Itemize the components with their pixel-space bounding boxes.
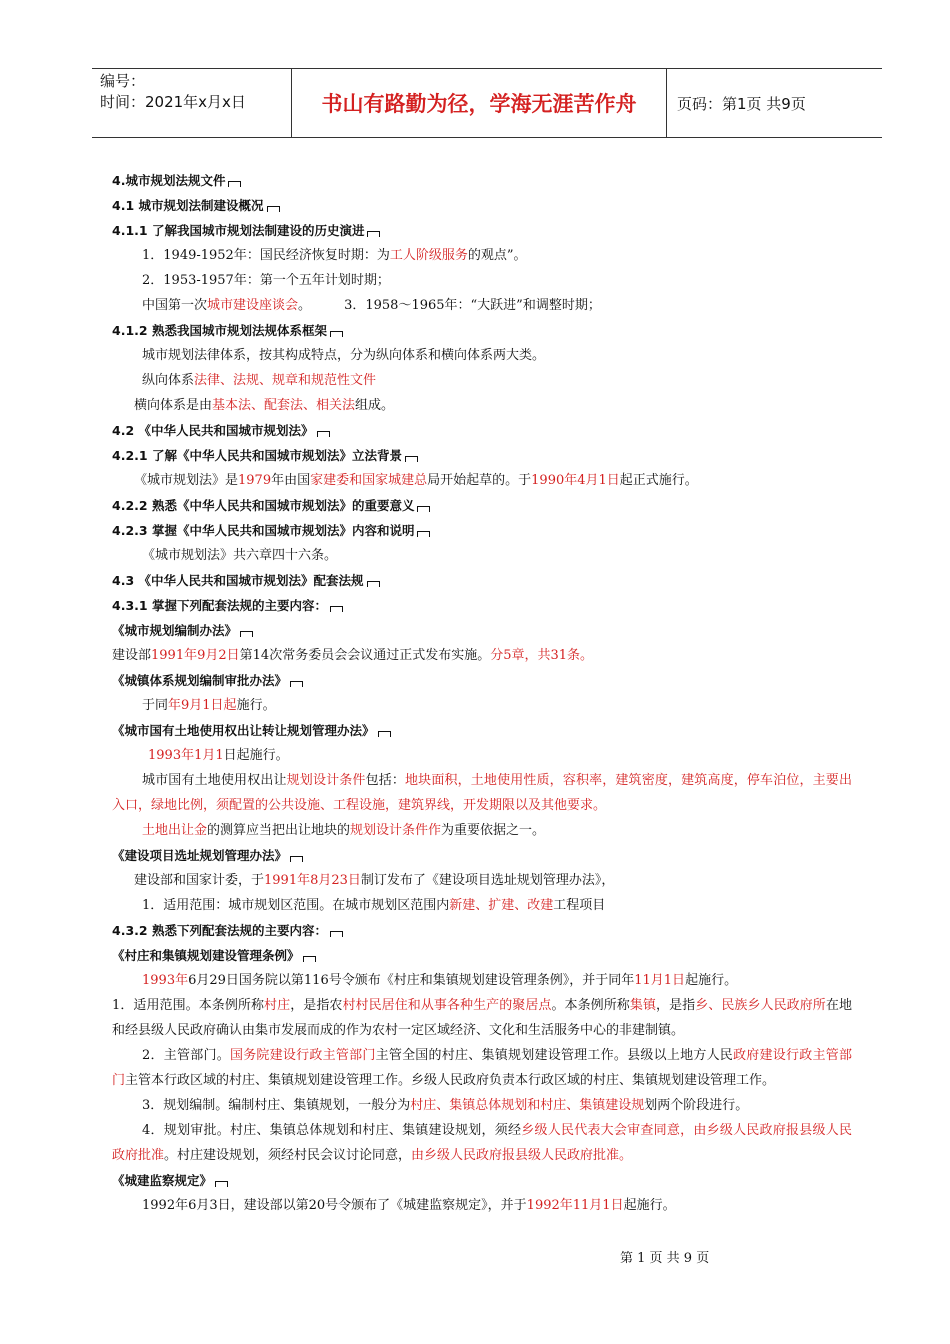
document-number: 编号： xyxy=(100,72,146,90)
subsection-heading: 4.1.1 了解我国城市规划法制建设的历史演进 xyxy=(112,218,852,243)
subsection-heading: 4.1.2 熟悉我国城市规划法规体系框架 xyxy=(112,318,852,343)
paragraph: 1．适用范围：城市规划区范围。在城市规划区范围内新建、扩建、改建工程项目 xyxy=(142,898,606,913)
page-footer: 第 1 页 共 9 页 xyxy=(620,1251,710,1266)
paragraph-mark-icon xyxy=(215,1181,228,1187)
section-heading: 4.3 《中华人民共和国城市规划法》配套法规 xyxy=(112,568,852,593)
paragraph-mark-icon xyxy=(417,506,430,512)
paragraph-mark-icon xyxy=(317,431,330,437)
paragraph: 建设部1991年9月2日第14次常务委员会会议通过正式发布实施。分5章，共31条。 xyxy=(112,648,594,663)
paragraph: 《城市规划法》是1979年由国家建委和国家城建总局开始起草的。于1990年4月1日起正式施行。 xyxy=(134,473,698,488)
paragraph: 1993年6月29日国务院以第116号令颁布《村庄和集镇规划建设管理条例》，并于同年11月1日起施行。 xyxy=(142,973,738,988)
paragraph-mark-icon xyxy=(290,856,303,862)
paragraph-mark-icon xyxy=(367,581,380,587)
regulation-title: 《城建监察规定》 xyxy=(112,1168,852,1193)
paragraph-mark-icon xyxy=(330,331,343,337)
paragraph: 纵向体系法律、法规、规章和规范性文件 xyxy=(142,373,377,388)
paragraph: 1992年6月3日，建设部以第20号令颁布了《城建监察规定》，并于1992年11月1日起施行。 xyxy=(142,1198,676,1213)
paragraph: 《城市规划法》共六章四十六条。 xyxy=(142,548,338,563)
subsection-heading: 4.2.2 熟悉《中华人民共和国城市规划法》的重要意义 xyxy=(112,493,852,518)
paragraph: 城市规划法律体系，按其构成特点，分为纵向体系和横向体系两大类。 xyxy=(142,348,546,363)
regulation-title: 《城镇体系规划编制审批办法》 xyxy=(112,668,852,693)
paragraph: 城市国有土地使用权出让规划设计条件包括：地块面积，土地使用性质，容积率，建筑密度，建筑高度，停车泊位，主要出入口，绿地比例，须配置的公共设施、工程设施，建筑界线，开发期限以及其他要求。 xyxy=(112,773,852,813)
paragraph-mark-icon xyxy=(267,206,280,212)
paragraph-mark-icon xyxy=(303,956,316,962)
paragraph-mark-icon xyxy=(405,456,418,462)
chapter-heading: 4.城市规划法规文件 xyxy=(112,168,852,193)
section-heading: 4.2 《中华人民共和国城市规划法》 xyxy=(112,418,852,443)
regulation-title: 《城市国有土地使用权出让转让规划管理办法》 xyxy=(112,718,852,743)
subsection-heading: 4.3.2 熟悉下列配套法规的主要内容： xyxy=(112,918,852,943)
regulation-title: 《村庄和集镇规划建设管理条例》 xyxy=(112,943,852,968)
subsection-heading: 4.3.1 掌握下列配套法规的主要内容： xyxy=(112,593,852,618)
subsection-heading: 4.2.3 掌握《中华人民共和国城市规划法》内容和说明 xyxy=(112,518,852,543)
paragraph: 建设部和国家计委，于1991年8月23日制订发布了《建设项目选址规划管理办法》， xyxy=(134,873,615,888)
paragraph: 于同年9月1日起施行。 xyxy=(142,698,276,713)
paragraph: 土地出让金的测算应当把出让地块的规划设计条件作为重要依据之一。 xyxy=(142,823,546,838)
paragraph-mark-icon xyxy=(290,681,303,687)
paragraph: 1993年1月1日起施行。 xyxy=(148,748,289,763)
paragraph: 1．适用范围。本条例所称村庄，是指农村村民居住和从事各种生产的聚居点。本条例所称集镇，是指乡、民族乡人民政府所在地和经县级人民政府确认由集市发展而成的作为农村一定区域经济、文化和生活服务中心的非建制镇。 xyxy=(112,998,852,1038)
paragraph: 2．主管部门。国务院建设行政主管部门主管全国的村庄、集镇规划建设管理工作。县级以上地方人民政府建设行政主管部门主管本行政区域的村庄、集镇规划建设管理工作。乡级人民政府负责本行政区域的村庄、集镇规划建设管理工作。 xyxy=(112,1048,852,1088)
paragraph-mark-icon xyxy=(330,606,343,612)
page-header xyxy=(92,68,882,138)
paragraph: 中国第一次城市建设座谈会。 3．1958～1965年：“大跃进”和调整时期； xyxy=(142,298,601,313)
paragraph-mark-icon xyxy=(417,531,430,537)
document-time: 时间：2021年x月x日 xyxy=(100,93,246,111)
section-heading: 4.1 城市规划法制建设概况 xyxy=(112,193,852,218)
header-meta xyxy=(92,69,292,137)
paragraph: 横向体系是由基本法、配套法、相关法组成。 xyxy=(134,398,395,413)
regulation-title: 《建设项目选址规划管理办法》 xyxy=(112,843,852,868)
paragraph: 2．1953-1957年：第一个五年计划时期； xyxy=(142,273,390,288)
header-motto: 书山有路勤为径，学海无涯苦作舟 xyxy=(292,69,667,137)
subsection-heading: 4.2.1 了解《中华人民共和国城市规划法》立法背景 xyxy=(112,443,852,468)
paragraph: 1．1949-1952年：国民经济恢复时期：为工人阶级服务的观点”。 xyxy=(142,248,527,263)
paragraph-mark-icon xyxy=(240,631,253,637)
document-body xyxy=(112,168,852,1218)
paragraph: 3．规划编制。编制村庄、集镇规划，一般分为村庄、集镇总体规划和村庄、集镇建设规划两个阶段进行。 xyxy=(142,1098,749,1113)
paragraph-mark-icon xyxy=(330,931,343,937)
paragraph-mark-icon xyxy=(378,731,391,737)
paragraph: 4．规划审批。村庄、集镇总体规划和村庄、集镇建设规划，须经乡级人民代表大会审查同意，由乡级人民政府报县级人民政府批准。村庄建设规划，须经村民会议讨论同意，由乡级人民政府报县级人民政府批准。 xyxy=(112,1123,852,1163)
header-page-number: 页码：第1页 共9页 xyxy=(677,94,806,113)
regulation-title: 《城市规划编制办法》 xyxy=(112,618,852,643)
paragraph-mark-icon xyxy=(367,231,380,237)
paragraph-mark-icon xyxy=(228,181,241,187)
